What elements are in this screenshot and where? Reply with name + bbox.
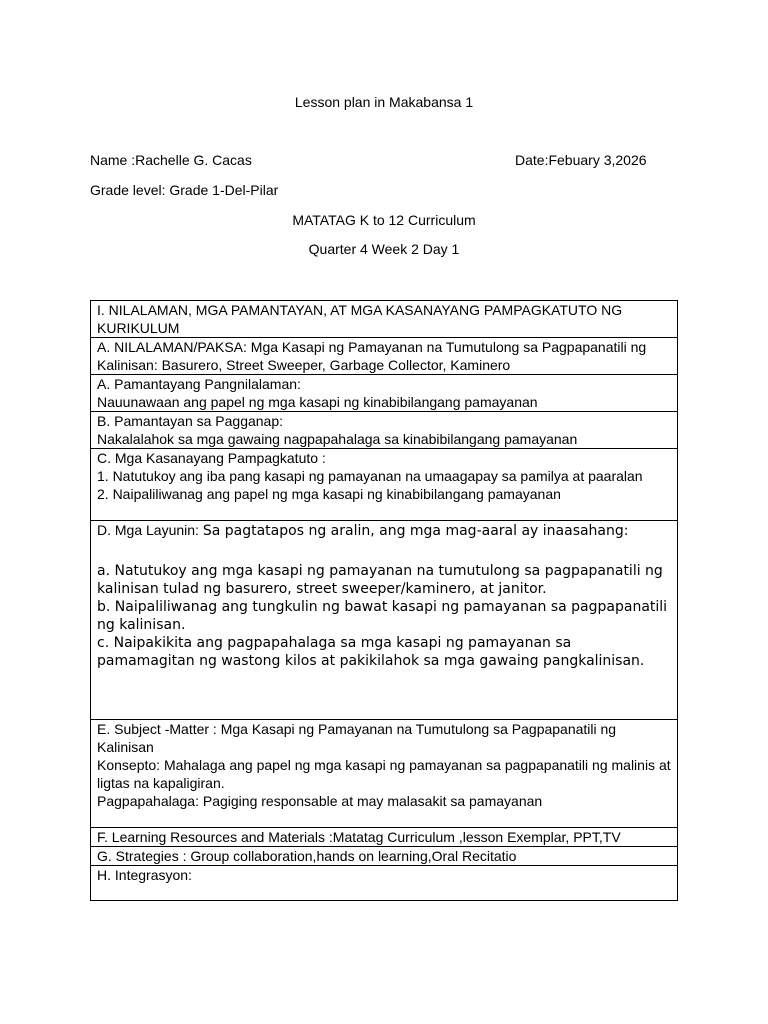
quarter-week-day: Quarter 4 Week 2 Day 1 — [308, 241, 460, 257]
document-title: Lesson plan in Makabansa 1 — [294, 94, 474, 110]
cell-text: Nauunawaan ang papel ng mga kasapi ng kinabibilangang pamayanan — [97, 394, 538, 410]
cell-text: 1. Natutukoy ang iba pang kasapi ng pamayanan na umaagapay sa pamilya at paaralan — [97, 468, 643, 484]
cell-heading: A. Pamantayang Pangnilalaman: — [97, 376, 301, 392]
objective-a: a. Natutukoy ang mga kasapi ng pamayanan na tumutulong sa pagpapanatili ng kalinisan tulad ng basurero, street sweeper/kaminero, at janitor. — [97, 563, 663, 597]
objective-c: c. Naipakikita ang pagpapahalaga sa mga kasapi ng pamayanan sa pamamagitan ng wastong kilos at pakikilahok sa mga gawaing pangkalinisan. — [97, 635, 645, 669]
subject-matter-text: E. Subject -Matter : Mga Kasapi ng Pamayanan na Tumutulong sa Pagpapanatili ng Kalinisan — [97, 721, 617, 755]
section-heading-cell: I. NILALAMAN, MGA PAMANTAYAN, AT MGA KASANAYANG PAMPAGKATUTO NG KURIKULUM — [91, 301, 678, 338]
konsepto-text: Konsepto: Mahalaga ang papel ng mga kasapi ng pamayanan sa pagpapanatili ng malinis at ligtas na kapaligiran. — [97, 757, 671, 791]
cell-heading: C. Mga Kasanayang Pampagkatuto : — [97, 450, 326, 466]
layunin-intro: Sa pagtatapos ng aralin, ang mga mag-aaral ay inaasahang: — [202, 523, 629, 539]
kasanayang-pampagkatuto-cell — [91, 449, 678, 521]
cell-heading: B. Pamantayan sa Pagganap: — [97, 413, 284, 429]
table-row — [91, 375, 678, 412]
lesson-plan-table — [90, 300, 678, 901]
table-row — [91, 847, 678, 866]
layunin-label: D. Mga Layunin: — [97, 522, 203, 538]
table-row — [91, 521, 678, 720]
pamantayan-sa-pagganap-cell — [91, 412, 678, 449]
strategies-cell: G. Strategies : Group collaboration,hands on learning,Oral Recitatio — [91, 847, 678, 866]
cell-text: 2. Naipaliliwanag ang papel ng mga kasapi ng kinabibilangang pamayanan — [97, 486, 561, 502]
pagpapahalaga-text: Pagpapahalaga: Pagiging responsable at may malasakit sa pamayanan — [97, 793, 543, 809]
objective-b: b. Naipaliliwanag ang tungkulin ng bawat kasapi ng pamayanan sa pagpapanatili ng kalinisan. — [97, 599, 668, 633]
curriculum-label: MATATAG K to 12 Curriculum — [292, 212, 476, 228]
mga-layunin-cell — [91, 521, 678, 720]
table-row — [91, 866, 678, 901]
nilalaman-paksa-cell: A. NILALAMAN/PAKSA: Mga Kasapi ng Pamayanan na Tumutulong sa Pagpapanatili ng Kalinisan: Basurero, Street Sweeper, Garbage Collector, Kaminero — [91, 338, 678, 375]
table-row — [91, 412, 678, 449]
cell-text: Nakalalahok sa mga gawaing nagpapahalaga sa kinabibilangang pamayanan — [97, 431, 578, 447]
learning-resources-cell: F. Learning Resources and Materials :Matatag Curriculum ,lesson Exemplar, PPT,TV — [91, 828, 678, 847]
lesson-date: Date:Febuary 3,2026 — [515, 152, 647, 168]
subject-matter-cell — [91, 720, 678, 828]
table-row — [91, 338, 678, 375]
teacher-name: Name :Rachelle G. Cacas — [90, 152, 252, 168]
table-row — [91, 828, 678, 847]
pamantayang-pangnilalaman-cell — [91, 375, 678, 412]
integrasyon-cell: H. Integrasyon: — [91, 866, 678, 901]
layunin-intro-line — [97, 521, 671, 540]
grade-level: Grade level: Grade 1-Del-Pilar — [90, 182, 279, 198]
table-row — [91, 720, 678, 828]
table-row — [91, 449, 678, 521]
table-row — [91, 301, 678, 338]
